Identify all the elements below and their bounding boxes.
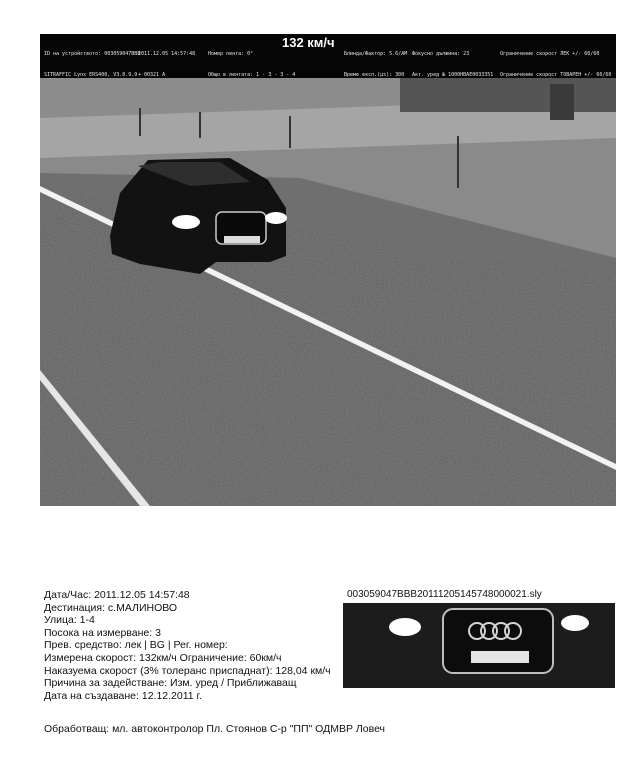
street-line: Улица: 1-4: [44, 614, 95, 627]
plate-closeup-image: [343, 603, 615, 688]
header-text: 2011.12.05 14:57:48: [138, 51, 196, 57]
plate-closeup-scene: [343, 603, 615, 688]
vehicle-line: Прев. средство: лек | BG | Рег. номер:: [44, 639, 228, 652]
datetime-line: Дата/Час: 2011.12.05 14:57:48: [44, 589, 190, 601]
penalized-speed-line: Наказуема скорост (3% толеранс приспаднат): 128,04 км/ч: [44, 664, 331, 677]
reason-line: Причина за задействане: Изм. уред / Приближаващ: [44, 677, 297, 690]
speed-readout: 132 км/ч: [282, 35, 335, 50]
measured-speed-line: Измерена скорост: 132км/ч Ограничение: 60км/ч: [44, 651, 282, 664]
created-date-line: Дата на създаване: 12.12.2011 г.: [44, 689, 203, 702]
header-text: Ограничение скорост ЛЕК +/- 60/60: [500, 51, 600, 57]
destination-line: Дестинация: с.МАЛИНОВО: [44, 601, 178, 614]
header-text: ID на устройството: 003059047BBB: [44, 51, 141, 57]
header-text: Акт. уред № 1000НВАЕ0033351: [412, 72, 494, 78]
header-text: Блинда/Фактор: 5.6/АМ: [344, 51, 408, 57]
header-text: Време експ.(µs): 300: [344, 72, 405, 78]
header-text: Номер лента: 0°: [208, 51, 254, 57]
radar-photo: [40, 34, 616, 506]
violation-details: [44, 589, 331, 702]
header-text: + 00321 A: [138, 72, 166, 78]
header-text: Общо в лентата: 1 - 3 - 3 - 4: [208, 72, 296, 78]
lane-line: Посока на измерване: 3: [44, 626, 161, 639]
processor-signature-line: Обработващ: мл. автоконтролор Пл. Стоянов С-р "ПП" ОДМВР Ловеч: [44, 723, 386, 735]
header-text: Фокусно дължина: 23: [412, 51, 470, 57]
plate-image-filename: 003059047BBB20111205145748000021.sly: [347, 589, 542, 600]
photo-data-header: [40, 34, 616, 78]
header-text: Ограничение скорост ТОВАРЕН +/- 60/60: [500, 72, 612, 78]
header-text: SITRAFFIC Lynx ERS400, V3.0.9.9: [44, 72, 138, 78]
road-scene: [40, 78, 616, 506]
